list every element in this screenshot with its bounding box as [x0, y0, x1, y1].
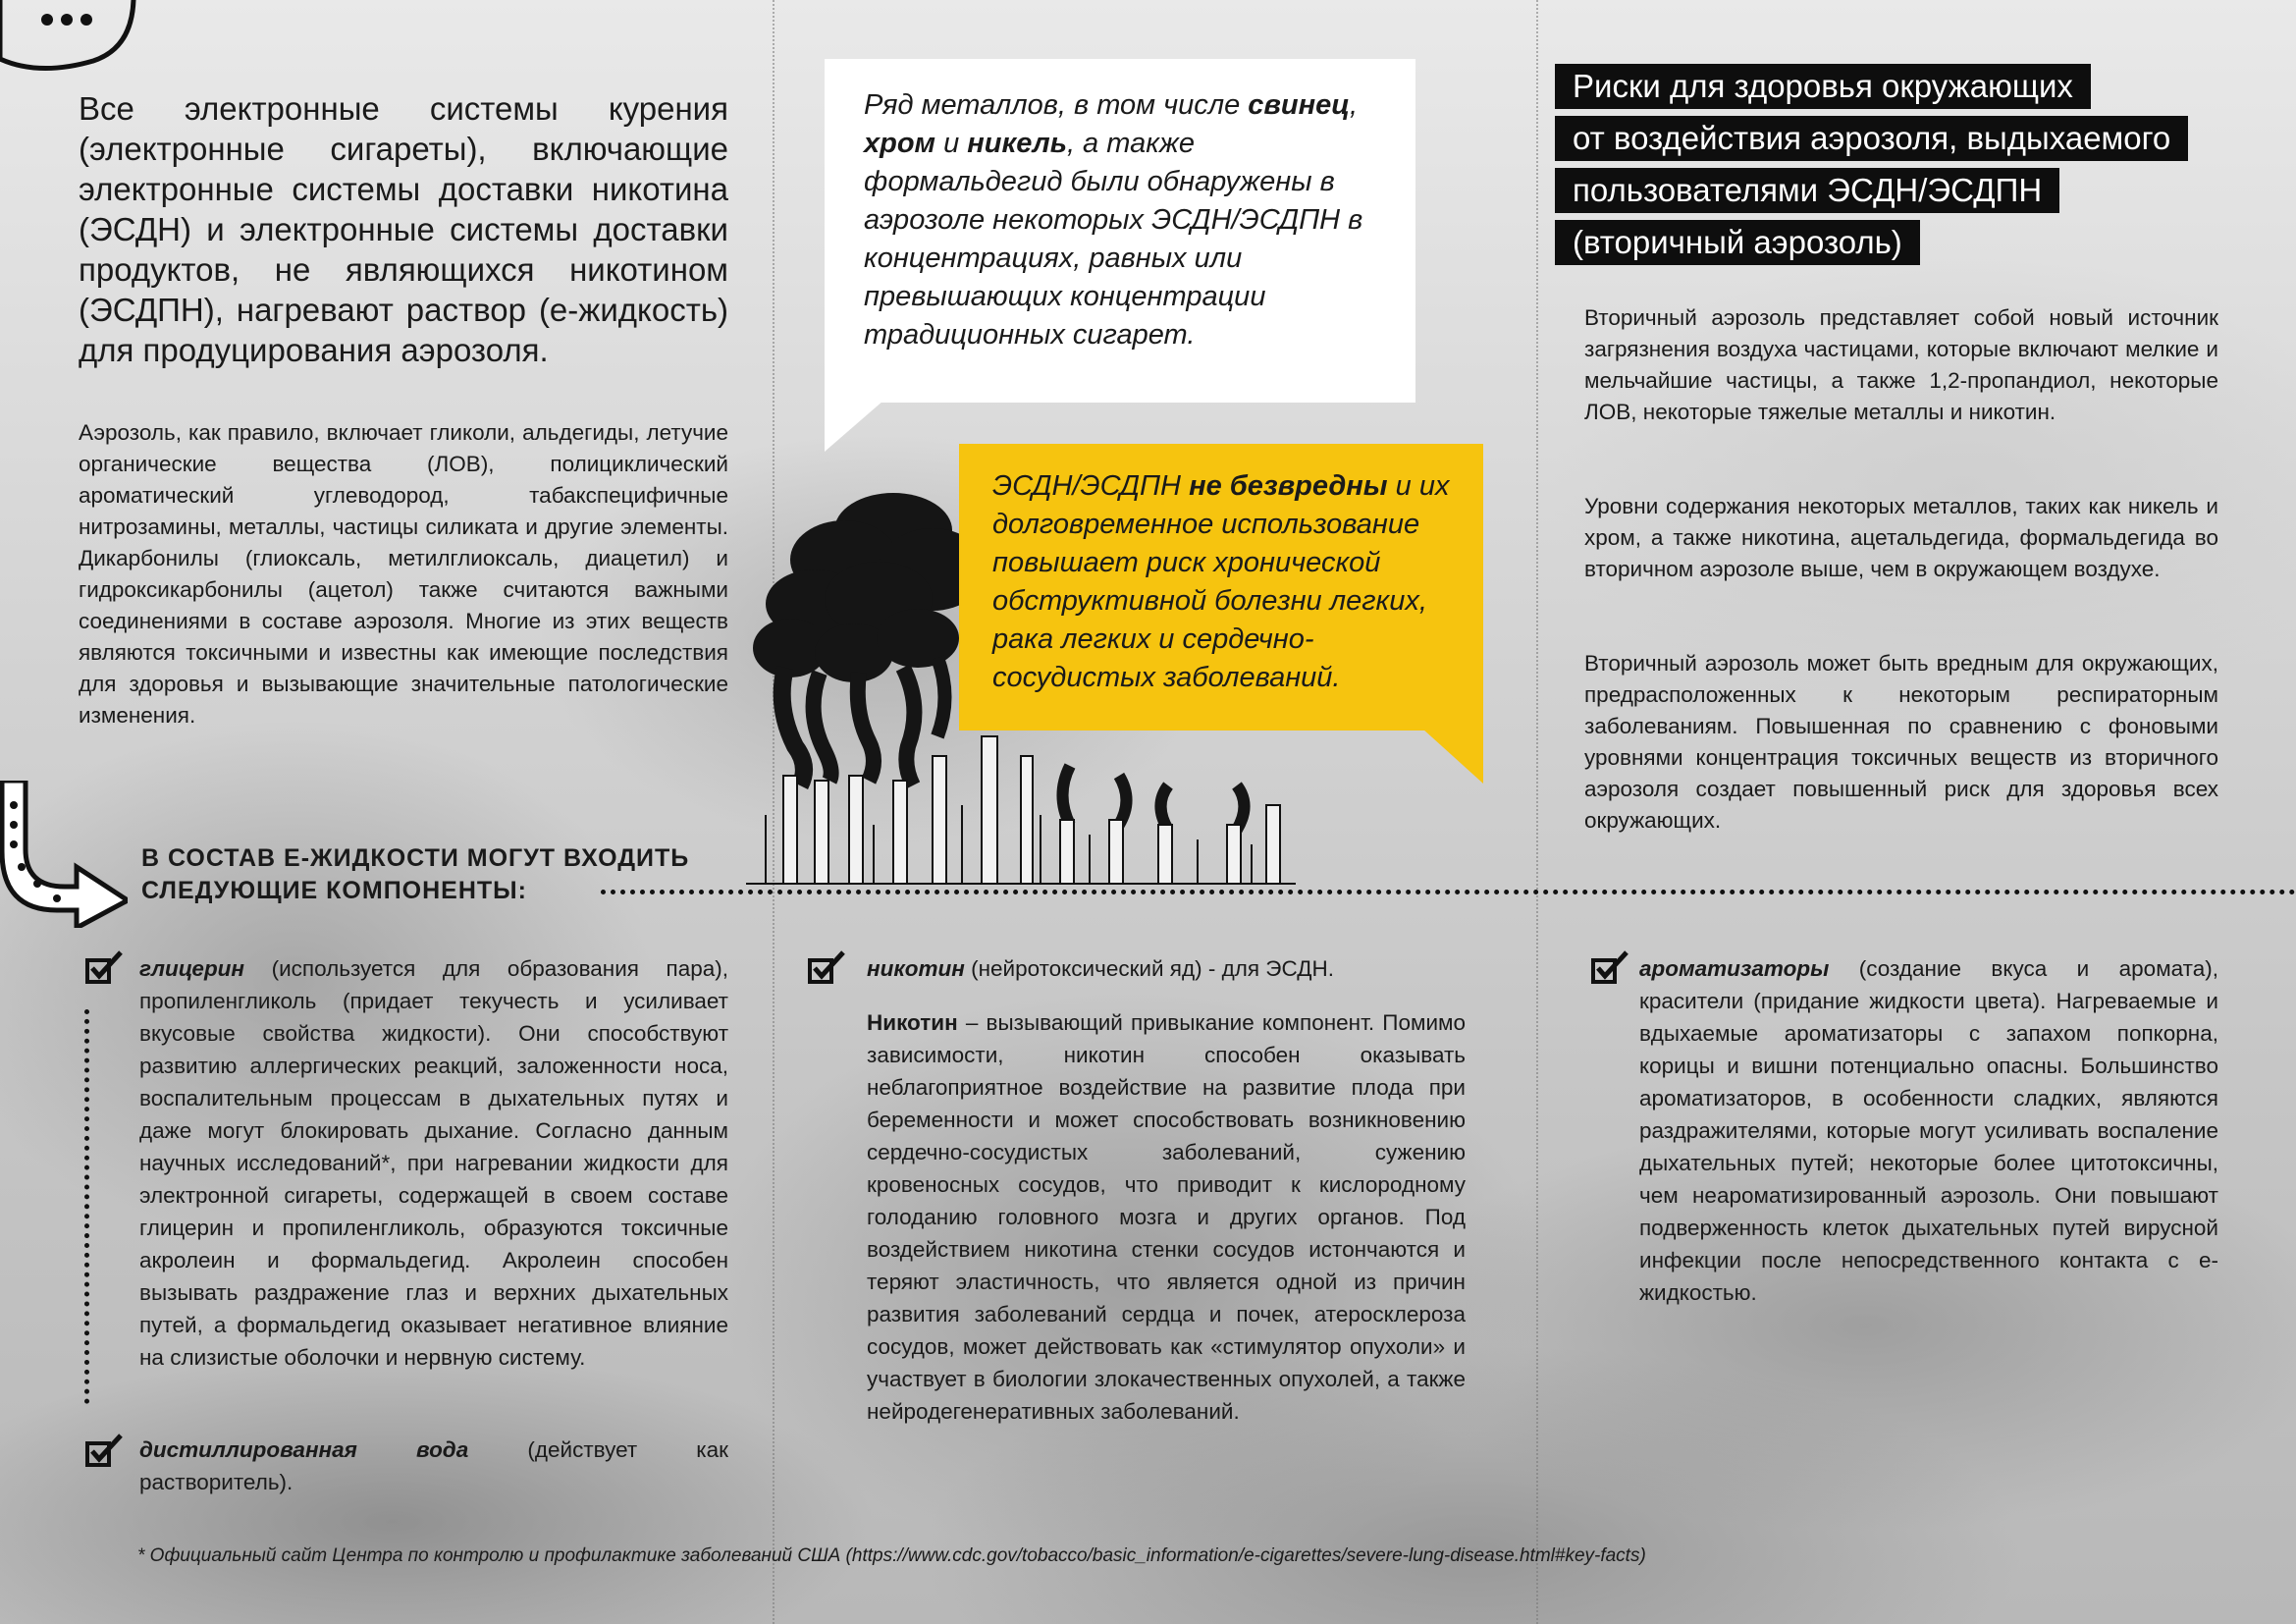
- risks-heading-line-1: Риски для здоровья окружающих: [1555, 64, 2091, 109]
- risks-heading-line-3: пользователями ЭСДН/ЭСДПН: [1555, 168, 2059, 213]
- footnote: * Официальный сайт Центра по контролю и профилактике заболеваний США (https://www.cdc.gov/tobacco/basic_information/e-cigarettes/severe-lung-disease.html#key-facts): [137, 1545, 1646, 1566]
- component-term: дистиллированная вода: [139, 1437, 469, 1462]
- dotted-vertical-line: [84, 1009, 89, 1404]
- checkbox-icon: [1590, 950, 1629, 986]
- components-heading-line-2: СЛЕДУЮЩИЕ КОМПОНЕНТЫ:: [141, 877, 527, 904]
- risks-heading-line-4: (вторичный аэрозоль): [1555, 220, 1920, 265]
- dotted-divider: [601, 890, 2296, 894]
- bubble-tail: [825, 401, 883, 452]
- component-nicotine: [867, 952, 1466, 985]
- checkbox-icon: [84, 950, 124, 986]
- checkbox-icon: [807, 950, 846, 986]
- component-desc: (используется для образования пара), пропиленгликоль (придает текучесть и усиливает вкусовые свойства жидкости). Они способствуют развитию аллергических реакций, заложенности носа, воспалительным процессам в дыхательных путях и даже могут блокировать дыхание. Согласно данным научных исследований*, при нагревании жидкости для электронной сигареты, содержащей в своем составе глицерин и пропиленгликоль, образуются токсичные акролеин и формальдегид. Акролеин способен вызывать раздражение глаз и верхних дыхательных путей, а формальдегид оказывает негативное влияние на слизистые оболочки и нервную систему.: [139, 956, 728, 1370]
- aerosol-paragraph: Аэрозоль, как правило, включает гликоли, альдегиды, летучие органические вещества (ЛОВ), полициклический ароматический углеводород, табакспецифичные нитрозамины, металлы, частицы силиката и другие элементы. Дикарбонилы (глиоксаль, метилглиоксаль, диацетил) и гидроксикарбонилы (ацетол) также считаются важными соединениями в составе аэрозоля. Многие из этих веществ являются токсичными и известны как имеющие последствия для здоровья и вызывающие значительные патологические изменения.: [79, 420, 728, 728]
- nicotine-detail-text: – вызывающий привыкание компонент. Помимо зависимости, никотин способен оказывать неблагоприятное воздействие на развитие плода при беременности и может способствовать возникновению сердечно-сосудистых заболеваний, сужению кровеносных сосудов, что приводит к кислородному голоданию головного мозга и других органов. Под воздействием никотина стенки сосудов истончаются и теряют эластичность, что является одной из причин развития заболеваний сердца и почек, атеросклероза сосудов, может действовать как «стимулятор опухоли» и участвует в биологии злокачественных опухолей, а также нейродегенеративных заболеваний.: [867, 1010, 1466, 1424]
- risks-paragraph-3: Вторичный аэрозоль может быть вредным для окружающих, предрасположенных к некоторым респираторным заболеваниям. Повышенная по сравнению с фоновыми уровнями концентрация токсичных веществ из вторичного аэрозоля создает повышенный риск для здоровья всех окружающих.: [1584, 651, 2218, 833]
- component-desc: (нейротоксический яд) - для ЭСДН.: [964, 956, 1334, 981]
- nicotine-detail: [867, 1006, 1466, 1428]
- metals-bubble: [825, 59, 1415, 403]
- risks-paragraph-1: Вторичный аэрозоль представляет собой новый источник загрязнения воздуха частицами, которые включают мелкие и мельчайшие частицы, а также 1,2-пропандиол, некоторые ЛОВ, некоторые тяжелые металлы и никотин.: [1584, 305, 2218, 424]
- lead-paragraph: Все электронные системы курения (электронные сигареты), включающие электронные системы доставки никотина (ЭСДН) и электронные системы доставки продуктов, не являющихся никотином (ЭСДПН), нагревают раствор (е-жидкость) для продуцирования аэрозоля.: [79, 90, 728, 368]
- component-glycerin: [139, 952, 728, 1374]
- risks-heading-line-2: от воздействия аэрозоля, выдыхаемого: [1555, 116, 2188, 161]
- curved-arrow-icon: [0, 781, 128, 928]
- speech-bubble-icon: [0, 0, 147, 88]
- component-term: ароматизаторы: [1639, 956, 1830, 981]
- fold-line-right: [1536, 0, 1538, 1624]
- metals-bubble-text: Ряд металлов, в том числе свинец, хром и никель, а также формальдегид были обнаружены в аэрозоле некоторых ЭСДН/ЭСДПН в концентрациях, равных или превышающих концентрации традиционных сигарет.: [864, 89, 1363, 351]
- components-heading-line-1: В СОСТАВ Е-ЖИДКОСТИ МОГУТ ВХОДИТЬ: [141, 844, 690, 872]
- harm-bubble: [959, 444, 1483, 731]
- harm-bubble-text: ЭСДН/ЭСДПН не безвредны и их долговременное использование повышает риск хронической обструктивной болезни легких, рака легких и сердечно-сосудистых заболеваний.: [992, 470, 1450, 693]
- risks-paragraph-2: Уровни содержания некоторых металлов, таких как никель и хром, а также никотина, ацетальдегида, формальдегида во вторичном аэрозоле выше, чем в окружающем воздухе.: [1584, 494, 2218, 581]
- bubble-tail: [1422, 729, 1483, 784]
- component-term: никотин: [867, 956, 965, 981]
- component-flavors: [1639, 952, 2218, 1309]
- component-term: глицерин: [139, 956, 245, 981]
- component-desc: (создание вкуса и аромата), красители (придание жидкости цвета). Нагреваемые и вдыхаемые ароматизаторы с запахом попкорна, корицы и вишни потенциально опасны. Большинство ароматизаторов, в особенности сладких, являются раздражителями, которые могут усиливать воспаление дыхательных путей; некоторые более цитотоксичны, чем неароматизированный аэрозоль. Они повышают подверженность клеток дыхательных путей вирусной инфекции после непосредственного контакта с е-жидкостью.: [1639, 956, 2218, 1305]
- nicotine-detail-term: Никотин: [867, 1010, 958, 1035]
- component-desc: (действует как растворитель).: [139, 1437, 728, 1494]
- checkbox-icon: [84, 1434, 124, 1469]
- components-heading: [141, 842, 689, 907]
- component-water: [139, 1434, 728, 1498]
